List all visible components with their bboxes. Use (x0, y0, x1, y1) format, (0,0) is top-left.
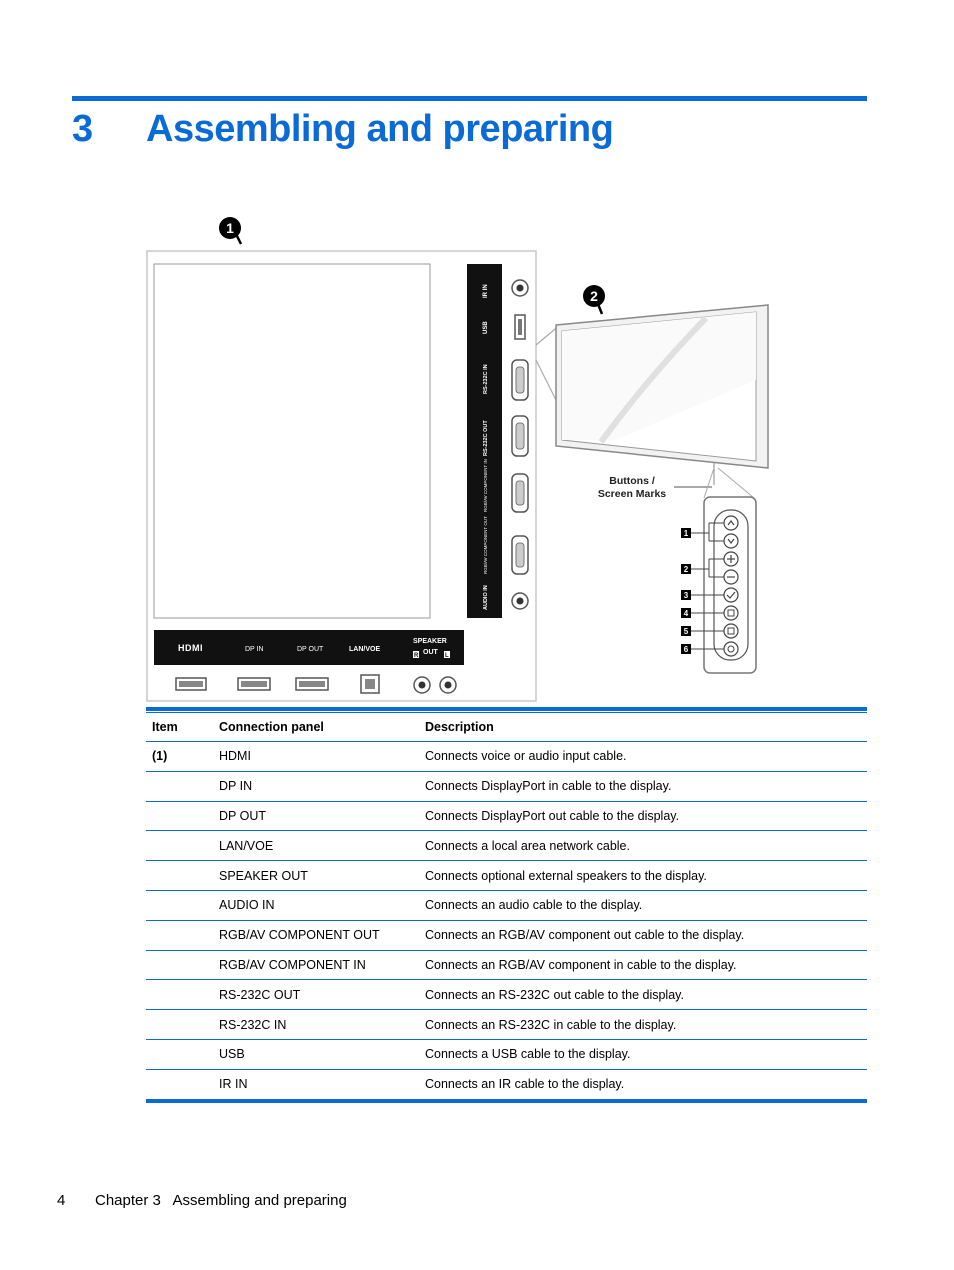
button-tag-4: 4 (683, 609, 689, 618)
row-item (146, 831, 213, 861)
row-description: Connects an audio cable to the display. (419, 890, 867, 920)
chapter-rule (72, 96, 867, 101)
row-item (146, 801, 213, 831)
table-bottom-rule (146, 1100, 867, 1103)
connection-panel-figure (146, 200, 867, 705)
table-row (146, 771, 867, 801)
port-label-rgb-in: RGB/AV COMPONENT IN (483, 459, 488, 512)
row-panel: DP OUT (213, 801, 419, 831)
row-panel: HDMI (213, 742, 419, 772)
row-description: Connects an RGB/AV component out cable to the display. (419, 920, 867, 950)
input-button-icon (724, 624, 738, 638)
port-label-hdmi: HDMI (178, 643, 203, 653)
row-description: Connects a USB cable to the display. (419, 1039, 867, 1069)
row-description: Connects voice or audio input cable. (419, 742, 867, 772)
row-panel: RGB/AV COMPONENT IN (213, 950, 419, 980)
buttons-caption-line2: Screen Marks (597, 488, 667, 500)
callout-1-marker (219, 217, 241, 244)
table-row (146, 920, 867, 950)
footer-chapter-text: Chapter 3 Assembling and preparing (95, 1192, 347, 1209)
table-row (146, 861, 867, 891)
button-tag-3: 3 (683, 591, 689, 600)
row-item (146, 771, 213, 801)
side-port-icons (512, 280, 528, 609)
connection-table (146, 707, 867, 1103)
port-label-usb: USB (483, 321, 489, 334)
chapter-title: Assembling and preparing (146, 108, 614, 150)
buttons-caption-line1: Buttons / (609, 475, 655, 487)
row-description: Connects optional external speakers to the display. (419, 861, 867, 891)
table-row (146, 980, 867, 1010)
row-item (146, 1039, 213, 1069)
button-tag-5: 5 (683, 627, 689, 636)
header-description: Description (419, 713, 867, 742)
row-item: (1) (146, 742, 213, 772)
table-row (146, 1010, 867, 1040)
port-label-rs232c-out: RS-232C OUT (483, 420, 489, 456)
row-panel: DP IN (213, 771, 419, 801)
speaker-l-badge: L (445, 653, 449, 659)
row-item (146, 1010, 213, 1040)
row-item (146, 920, 213, 950)
header-item: Item (146, 713, 213, 742)
row-item (146, 890, 213, 920)
menu-button-icon (724, 606, 738, 620)
button-tag-1: 1 (683, 529, 689, 538)
table-row (146, 1069, 867, 1099)
callout-2-label: 2 (590, 288, 598, 304)
row-panel: LAN/VOE (213, 831, 419, 861)
port-label-rs232c-in: RS-232C IN (483, 364, 489, 394)
button-tag-6: 6 (683, 645, 689, 654)
row-description: Connects DisplayPort in cable to the display. (419, 771, 867, 801)
row-panel: AUDIO IN (213, 890, 419, 920)
down-button-icon (724, 534, 738, 548)
port-label-dp-in: DP IN (245, 646, 264, 653)
row-description: Connects DisplayPort out cable to the display. (419, 801, 867, 831)
table-row (146, 742, 867, 772)
row-panel: RS-232C IN (213, 1010, 419, 1040)
page-footer (57, 1192, 347, 1209)
table-row (146, 801, 867, 831)
port-label-rgb-out: RGB/AV COMPONENT OUT (483, 516, 488, 574)
row-item (146, 950, 213, 980)
page-number: 4 (57, 1192, 66, 1209)
chapter-number: 3 (72, 108, 93, 150)
display-front (556, 305, 768, 485)
row-description: Connects an RGB/AV component in cable to the display. (419, 950, 867, 980)
table-row (146, 950, 867, 980)
power-button-icon (724, 642, 738, 656)
row-panel: USB (213, 1039, 419, 1069)
row-item (146, 861, 213, 891)
callout-2-marker (583, 285, 605, 314)
ok-button-icon (724, 588, 738, 602)
callout-1-label: 1 (226, 220, 234, 236)
row-panel: IR IN (213, 1069, 419, 1099)
row-panel: SPEAKER OUT (213, 861, 419, 891)
header-connection-panel: Connection panel (213, 713, 419, 742)
table-header-row (146, 713, 867, 742)
row-item (146, 1069, 213, 1099)
up-button-icon (724, 516, 738, 530)
row-panel: RS-232C OUT (213, 980, 419, 1010)
table-row (146, 1039, 867, 1069)
display-back-area (154, 264, 430, 618)
row-description: Connects an RS-232C in cable to the display. (419, 1010, 867, 1040)
row-description: Connects an IR cable to the display. (419, 1069, 867, 1099)
table-row (146, 890, 867, 920)
button-tag-2: 2 (683, 565, 689, 574)
table-row (146, 831, 867, 861)
table-top-rule (146, 707, 867, 711)
port-label-speaker-out: OUT (423, 649, 438, 656)
row-description: Connects a local area network cable. (419, 831, 867, 861)
speaker-r-badge: R (414, 653, 419, 659)
row-panel: RGB/AV COMPONENT OUT (213, 920, 419, 950)
row-description: Connects an RS-232C out cable to the display. (419, 980, 867, 1010)
port-label-ir-in: IR IN (483, 284, 489, 298)
row-item (146, 980, 213, 1010)
port-label-lan: LAN/VOE (349, 646, 381, 653)
port-label-dp-out: DP OUT (297, 646, 324, 653)
port-label-audio-in: AUDIO IN (483, 585, 489, 610)
port-label-speaker: SPEAKER (413, 638, 447, 645)
